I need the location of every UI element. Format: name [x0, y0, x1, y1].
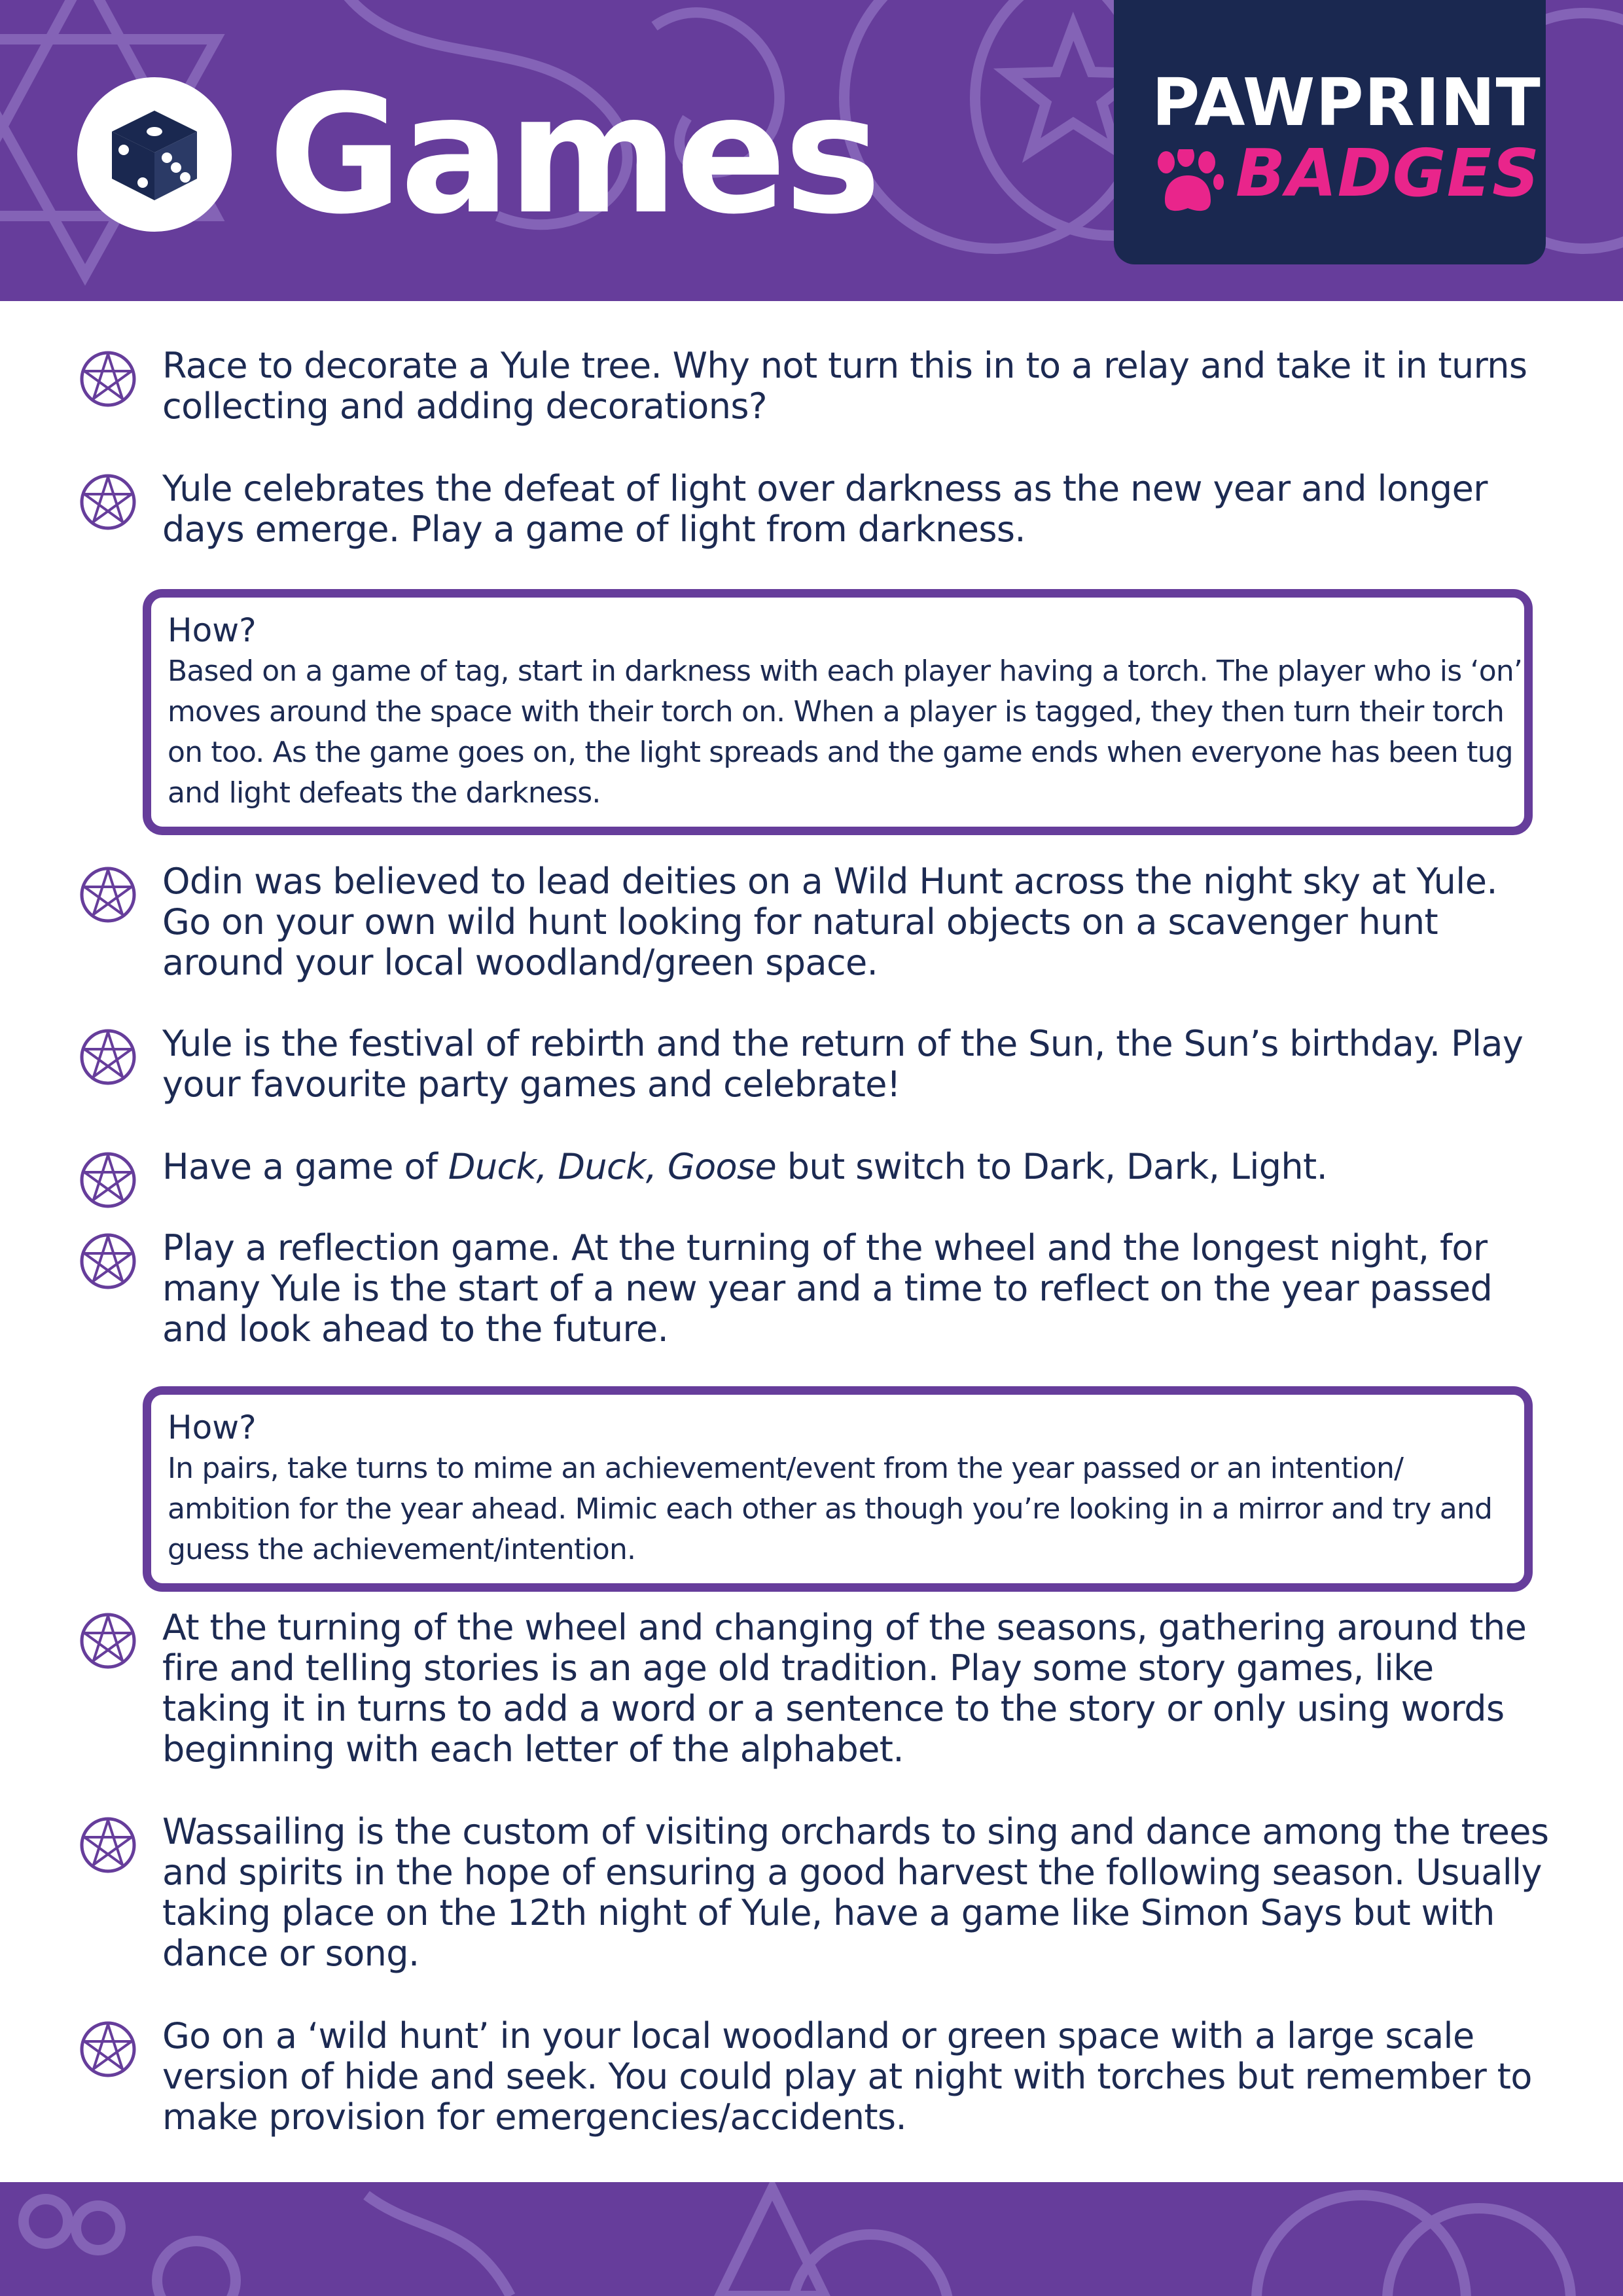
- logo-line1: PAWPRINT: [1152, 64, 1541, 141]
- how-label: How?: [168, 611, 257, 649]
- game-name: Duck, Duck, Goose: [448, 1146, 777, 1187]
- logo-line2: BADGES: [1236, 135, 1541, 211]
- how-box: [143, 589, 1533, 835]
- pentacle-icon: [79, 1611, 137, 1670]
- footer-banner: [0, 2182, 1623, 2296]
- item-text: [162, 1147, 1550, 1187]
- item-text: Wassailing is the custom of visiting orchards to sing and dance among the trees and spirits in the hope of ensuring a good harvest the following season. Usually taking place on the 12th night of Yule, have a game like Simon Says but with dance or song.: [162, 1811, 1549, 1974]
- decorative-pattern: [0, 2182, 1623, 2296]
- how-box: [143, 1386, 1533, 1592]
- pentacle-icon: [79, 2020, 137, 2079]
- item-text: Odin was believed to lead deities on a Wild Hunt across the night sky at Yule. Go on your own wild hunt looking for natural objects on a scavenger hunt around your local woodland/green space.: [162, 861, 1497, 983]
- item-text: Race to decorate a Yule tree. Why not turn this in to a relay and take it in turns collecting and adding decorations?: [162, 345, 1527, 427]
- item-text: Go on a ‘wild hunt’ in your local woodland or green space with a large scale version of hide and seek. You could play at night with torches but remember to make provision for emergencies/accidents.: [162, 2015, 1532, 2138]
- pentacle-icon: [79, 1028, 137, 1086]
- item-text: At the turning of the wheel and changing of the seasons, gathering around the fire and telling stories is an age old tradition. Play some story games, like taking it in turns to add a word or a sentence to the story or only using words beginning with each letter of the alphabet.: [162, 1607, 1527, 1770]
- item-text-before: Have a game of: [162, 1146, 448, 1187]
- how-text: Based on a game of tag, start in darkness with each player having a torch. The player who is ‘on’ moves around the space with their torch on. When a player is tagged, they then turn their torch on too. As the game goes on, the light spreads and the game ends when everyone has been tug and light defeats the darkness.: [168, 655, 1523, 810]
- pentacle-icon: [79, 350, 137, 408]
- pentacle-icon: [79, 473, 137, 531]
- pentacle-icon: [79, 865, 137, 924]
- page-title: Games: [268, 60, 879, 250]
- item-text: Yule is the festival of rebirth and the return of the Sun, the Sun’s birthday. Play your favourite party games and celebrate!: [162, 1023, 1524, 1105]
- how-text: In pairs, take turns to mime an achievement/event from the year passed or an intention/ ambition for the year ahead. Mimic each other as though you’re looking in a mirror and try and guess the achievement/intention.: [168, 1452, 1493, 1566]
- pentacle-icon: [79, 1816, 137, 1874]
- item-text: Yule celebrates the defeat of light over darkness as the new year and longer days emerge. Play a game of light from darkness.: [162, 468, 1488, 550]
- pentacle-icon: [79, 1232, 137, 1291]
- item-text-after: but switch to Dark, Dark, Light.: [776, 1146, 1328, 1187]
- how-label: How?: [168, 1408, 257, 1446]
- item-text: Play a reflection game. At the turning of the wheel and the longest night, for many Yule is the start of a new year and a time to reflect on the year passed and look ahead to the future.: [162, 1227, 1493, 1350]
- pentacle-icon: [79, 1151, 137, 1210]
